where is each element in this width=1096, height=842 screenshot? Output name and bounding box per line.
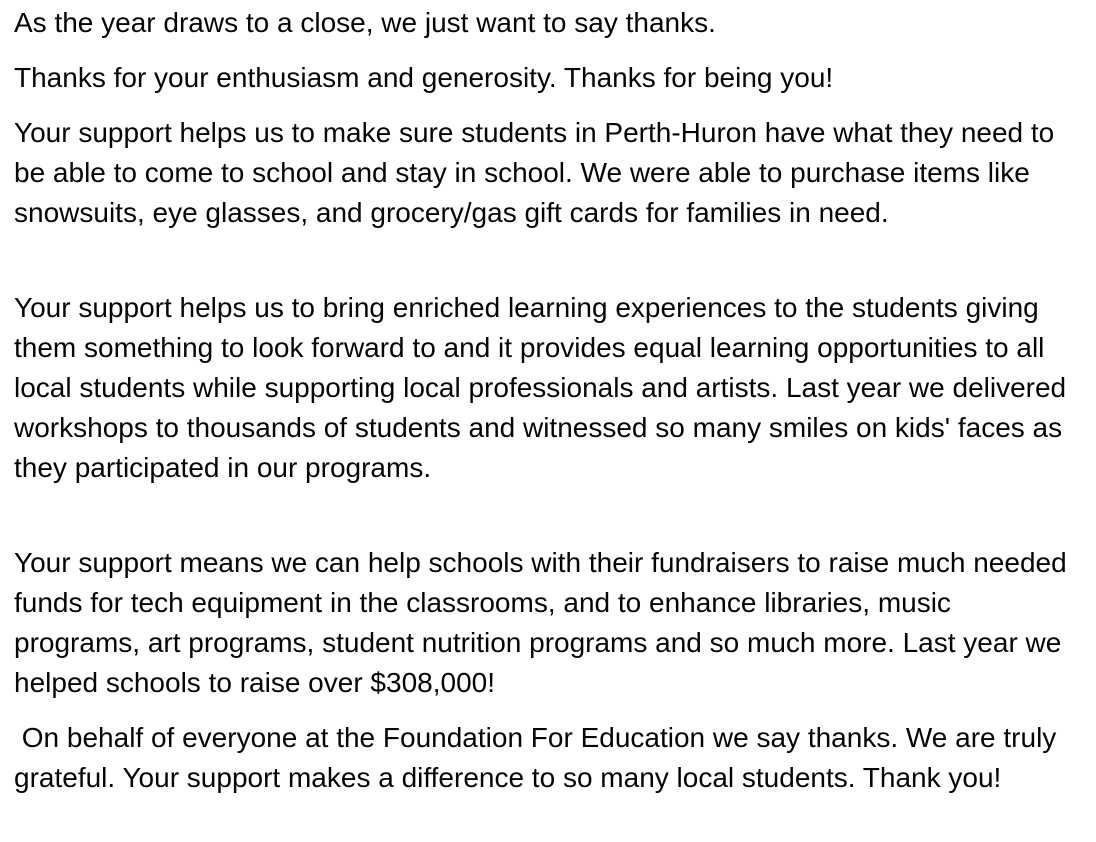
- post-paragraph: As the year draws to a close, we just want to say thanks.: [14, 7, 716, 38]
- post-paragraph: Your support means we can help schools with their fundraisers to raise much needed funds for tech equipment in the classrooms, and to enhance libraries, music programs, art programs, student nutrition programs and so much more. Last year we helped schools to raise over $308,000!: [14, 547, 1067, 698]
- post-paragraph: On behalf of everyone at the Foundation For Education we say thanks. We are truly grateful. Your support makes a difference to so many local students. Thank you!: [14, 722, 1065, 793]
- post-paragraph: Your support helps us to bring enriched learning experiences to the students giving them something to look forward to and it provides equal learning opportunities to all local students while supporting local professionals and artists. Last year we delivered workshops to thousands of students and witnessed so many smiles on kids' faces as they participated in our programs.: [14, 292, 1067, 483]
- post-paragraph: Your support helps us to make sure students in Perth-Huron have what they need to be able to come to school and stay in school. We were able to purchase items like snowsuits, eye glasses, and grocery/gas gift cards for families in need.: [14, 117, 1055, 228]
- post-paragraph: Thanks for your enthusiasm and generosity. Thanks for being you!: [14, 62, 834, 93]
